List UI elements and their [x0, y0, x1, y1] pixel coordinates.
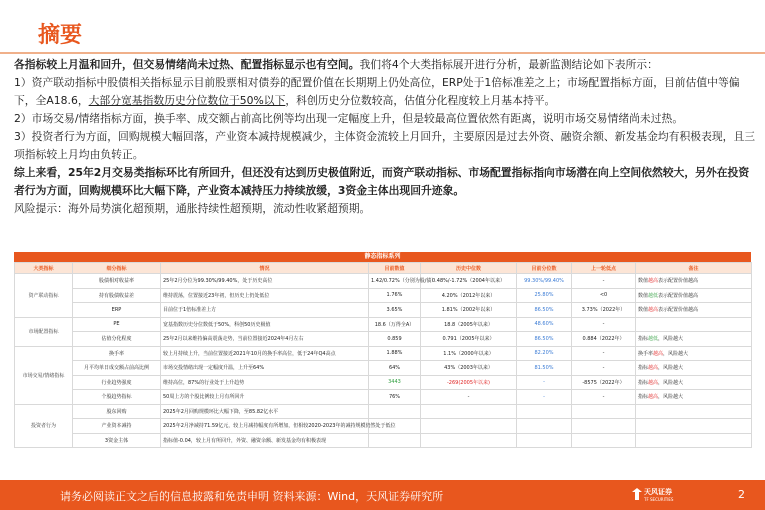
table-row: [15, 361, 752, 376]
page-title: 摘要: [38, 23, 83, 48]
summary-intro-rest: 我们将4个大类指标展开进行分析，最新监测结论如下表所示：: [359, 58, 658, 71]
table-row: [15, 274, 752, 289]
table-header-cell: 目前分位数: [517, 263, 572, 274]
table-cell-med: -269(2005年以来): [421, 375, 517, 390]
table-cell-low: -: [572, 390, 636, 405]
table-row: [15, 433, 752, 448]
point-1-text-b: ，科创历史分位数较高，估值分化程度较上月基本持平。: [285, 94, 556, 107]
table-cell-name: PE: [73, 317, 161, 332]
table-cell-med: 4.20%（2012年以来）: [421, 288, 517, 303]
table-row: [15, 390, 752, 405]
table-cell-desc: 2025年2月净减持71.59亿元，较上月减持幅度有所增加，但相较2020-2023年的减持规模仍然处于低位: [161, 419, 369, 434]
table-cell-pct: [517, 404, 572, 419]
table-row: [15, 404, 752, 419]
table-cell-name: 3资金主体: [73, 433, 161, 448]
table-cell-low: [572, 433, 636, 448]
table-cell-med: [421, 419, 517, 434]
table-header-row: [15, 263, 752, 274]
table-cell-low: 0.884（2022年）: [572, 332, 636, 347]
table-cell-desc: 25年2月以来维持偏高震荡走势，当前位置接近2024年4月左右: [161, 332, 369, 347]
table-cell-cur: 64%: [369, 361, 421, 376]
table-cell-note: [636, 404, 752, 419]
table-category-cell: 投资者行为: [15, 404, 73, 448]
table-cell-note: [636, 419, 752, 434]
point-1-text-a: 1）资产联动指标中股债相关指标显示目前股票相对债券的配置价值在长期期上仍处高位，ERP处于1倍标准差之上；市场配置指标方面，目前估值中等偏下，全A18.6，: [14, 76, 740, 107]
table-row: [15, 375, 752, 390]
table-cell-pct: 25.80%: [517, 288, 572, 303]
table-cell-med: 43%（2003年以来）: [421, 361, 517, 376]
table-cell-pct: -: [517, 390, 572, 405]
table-cell-name: 估值分化程度: [73, 332, 161, 347]
point-2: 2）市场交易/情绪指标方面，换手率、成交额占前高比例等均出现一定幅度上升，但是较最高位置依然有距离，说明市场交易情绪尚未过热。: [14, 112, 684, 125]
table-cell-note: 指标越高，风险越大: [636, 375, 752, 390]
table-cell-name: 换手率: [73, 346, 161, 361]
table-category-cell: 资产联动指标: [15, 274, 73, 318]
table-cell-low: -: [572, 361, 636, 376]
table-category-cell: 市场交易/情绪指标: [15, 346, 73, 404]
table-header-cell: 备注: [636, 263, 752, 274]
table-row: [15, 332, 752, 347]
table-cell-desc: 较上月持续上升，当前位置接近2021年10月的换手率高位，低于24年Q4高点: [161, 346, 369, 361]
table-cell-note: 指标越高，风险越大: [636, 361, 752, 376]
table-cell-low: -8575（2022年）: [572, 375, 636, 390]
table-row: [15, 288, 752, 303]
table-cell-note: 指标越高，风险越大: [636, 390, 752, 405]
summary-headline: 各指标较上月温和回升，但交易情绪尚未过热、配置指标显示也有空间。: [14, 58, 360, 71]
table-cell-note: 指标越低，风险越大: [636, 332, 752, 347]
table-cell-name: 个股趋势指标: [73, 390, 161, 405]
table-cell-cur: 76%: [369, 390, 421, 405]
point-3: 3）投资者行为方面，回购规模大幅回落，产业资本减持规模减少，主体资金流较上月回升，主要原因是过去外资、融资余额、新发基金均有积极表现，且三项指标较上月均由负转正。: [14, 130, 756, 161]
table-cell-desc: 维持高位，87%的行业处于上升趋势: [161, 375, 369, 390]
table-cell-name: 行业趋势强度: [73, 375, 161, 390]
table-cell-low: [572, 419, 636, 434]
point-1: [14, 74, 756, 110]
table-cell-pct: 99.30%/99.40%: [517, 274, 572, 289]
table-row: [15, 303, 752, 318]
table-cell-low: -: [572, 317, 636, 332]
table-cell-name: 月平均单日成交额占前高比例: [73, 361, 161, 376]
table-cell-desc: 市场交投情绪出现一定幅度升温，上升至64%: [161, 361, 369, 376]
table-cell-low: -: [572, 346, 636, 361]
table-cell-note: 换手率越高，风险越大: [636, 346, 752, 361]
table-cell-cur: [369, 404, 421, 419]
table-cell-med: -: [421, 390, 517, 405]
table-cell-cur: 3.65%: [369, 303, 421, 318]
table-cell-name: 股东回购: [73, 404, 161, 419]
table-cell-med: 18.8（2005年以来）: [421, 317, 517, 332]
table-cell-pct: [517, 433, 572, 448]
summary-intro: [14, 56, 756, 74]
table-cell-pct: 86.50%: [517, 332, 572, 347]
table-cell-desc: 25年2月分位为99.30%/99.40%，处于历史高位: [161, 274, 369, 289]
table-cell-low: [572, 404, 636, 419]
indicator-table: [14, 252, 751, 448]
table-cell-cur: [369, 433, 421, 448]
table-cell-cur: 18.6（万得全A）: [369, 317, 421, 332]
table-cell-desc: 50周上方的个股比例较上月有所回升: [161, 390, 369, 405]
table-cell-cur: 1.88%: [369, 346, 421, 361]
table-cell-med: 1.1%（2000年以来）: [421, 346, 517, 361]
table-cell-med: 0.791（2005年以来）: [421, 332, 517, 347]
table-cell-desc: 宽基指数历史分位数低于50%，科创50历史极值: [161, 317, 369, 332]
table-cell-desc: 指标值-0.04，较上月有所回升，外资、融资余额、新发基金均有积极表现: [161, 433, 369, 448]
footer-logo-text: [644, 487, 673, 502]
table-cell-note: 数值越高表示配置价值越高: [636, 274, 752, 289]
logo-icon: [632, 488, 642, 500]
table-cell-note: 数值越低表示配置价值越高: [636, 288, 752, 303]
indicator-grid: [14, 262, 752, 448]
table-cell-note: [636, 433, 752, 448]
table-cell-pct: [517, 419, 572, 434]
conclusion: 综上来看，25年2月交易类指标环比有所回升，但还没有达到历史极值附近，而资产联动指标、市场配置指标指向市场潜在向上空间依然较大，另外在投资者行为方面，回购规模环比大幅下降，产业资本减持压力持续放缓，3资金主体出现回升迹象。: [14, 166, 750, 197]
table-header-cell: 情况: [161, 263, 369, 274]
table-row: [15, 419, 752, 434]
table-cell-desc: 目前位于1倍标准差上方: [161, 303, 369, 318]
page-number: 2: [738, 488, 745, 501]
table-cell-name: 产业资本减持: [73, 419, 161, 434]
table-title: 静态指标系列: [14, 252, 751, 262]
title-divider: [0, 52, 765, 54]
point-1-underlined: 大部分宽基指数历史分位数位于50%以下: [88, 94, 286, 107]
table-cell-pct: 82.20%: [517, 346, 572, 361]
table-cell-desc: 2025年2月回购规模环比大幅下降，至85.82亿水平: [161, 404, 369, 419]
table-cell-cur: 1.42/0.72%（分别为股/债）: [369, 274, 421, 289]
table-cell-desc: 维持震荡，位置接近23年初，但历史上仍处低位: [161, 288, 369, 303]
table-cell-cur: 3443: [369, 375, 421, 390]
table-row: [15, 317, 752, 332]
table-category-cell: 市场配置指标: [15, 317, 73, 346]
risk-warning: 风险提示：海外局势演化超预期，通胀持续性超预期，流动性收紧超预期。: [14, 202, 371, 215]
table-cell-pct: 81.50%: [517, 361, 572, 376]
table-cell-name: 股债相对收益率: [73, 274, 161, 289]
footer-disclaimer: 请务必阅读正文之后的信息披露和免责申明 资料来源：Wind，天风证券研究所: [60, 490, 444, 503]
table-cell-med: [421, 404, 517, 419]
table-header-cell: 大类指标: [15, 263, 73, 274]
table-cell-pct: -: [517, 375, 572, 390]
table-row: [15, 346, 752, 361]
table-cell-note: 数值越高表示配置价值越高: [636, 303, 752, 318]
table-cell-med: 0.48%/-1.72%（2004年以来）: [421, 274, 517, 289]
table-header-cell: 细分指标: [73, 263, 161, 274]
table-cell-name: 持有股债收益差: [73, 288, 161, 303]
table-cell-med: 1.81%（2002年以来）: [421, 303, 517, 318]
footer-logo-sub: TF SECURITIES: [644, 497, 674, 502]
table-cell-low: <0: [572, 288, 636, 303]
table-cell-note: [636, 317, 752, 332]
table-header-cell: 上一轮低点: [572, 263, 636, 274]
table-header-cell: 目前数值: [369, 263, 421, 274]
table-cell-cur: 1.76%: [369, 288, 421, 303]
summary-body: [14, 56, 756, 218]
table-cell-name: ERP: [73, 303, 161, 318]
table-cell-low: -: [572, 274, 636, 289]
footer-bar: [0, 480, 765, 510]
table-cell-low: 3.73%（2022年）: [572, 303, 636, 318]
table-cell-pct: 48.60%: [517, 317, 572, 332]
footer-logo-name: 天风证券: [644, 488, 672, 496]
table-cell-pct: 86.50%: [517, 303, 572, 318]
table-cell-cur: 0.859: [369, 332, 421, 347]
table-cell-med: [421, 433, 517, 448]
table-header-cell: 历史中位数: [421, 263, 517, 274]
